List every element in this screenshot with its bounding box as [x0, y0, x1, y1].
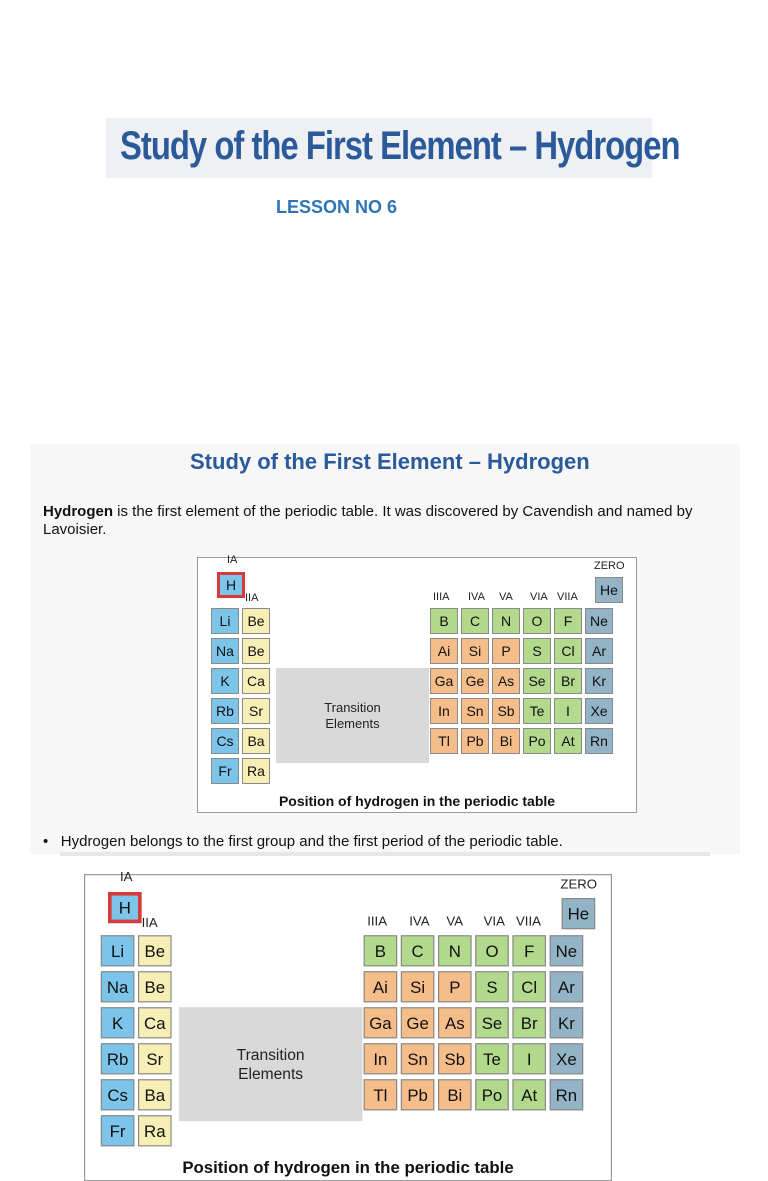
table-cell-na: Na	[211, 638, 239, 664]
cropped-text-line	[60, 852, 710, 856]
table-large-cell-at: At	[512, 1079, 546, 1110]
bullet-point	[43, 833, 563, 850]
table-large-cell-h: H	[108, 892, 142, 923]
intro-paragraph	[43, 503, 743, 539]
table-large-cell-na: Na	[101, 971, 135, 1002]
bullet-dot-icon: •	[43, 833, 61, 850]
table-large-cell-he: He	[562, 898, 596, 929]
table-group-ia-label: IA	[227, 554, 238, 566]
table-large-cell-kr: Kr	[550, 1007, 584, 1038]
table-group-iva-label: IVA	[468, 591, 485, 603]
table-cell-si: Si	[461, 638, 489, 664]
table-large-cell-ge: Ge	[401, 1007, 435, 1038]
table-large-transition-block	[179, 1007, 363, 1121]
intro-text: is the first element of the periodic table. It was discovered by Cavendish and named by Lavoisier.	[43, 503, 693, 538]
table-group-zero-label: ZERO	[594, 560, 625, 572]
table-cell-o: O	[523, 608, 551, 634]
table-large-group-iva-label: IVA	[409, 914, 430, 930]
table-large-cell-ra: Ra	[138, 1115, 172, 1146]
table-cell-xe: Xe	[585, 698, 613, 724]
table-transition-block	[276, 668, 429, 763]
table-cell-ar: Ar	[585, 638, 613, 664]
table-large-cell-fr: Fr	[101, 1115, 135, 1146]
table-large-cell-as: As	[438, 1007, 472, 1038]
table-group-iia-label: IIA	[245, 592, 259, 604]
table-cell-he: He	[595, 577, 623, 603]
table-large-cell-po: Po	[475, 1079, 509, 1110]
table-cell-ne: Ne	[585, 608, 613, 634]
table-large-group-va-label: VA	[446, 914, 464, 930]
table-large-cell-ba: Ba	[138, 1079, 172, 1110]
table-large-cell-si: Si	[401, 971, 435, 1002]
table-large-cell-be: Be	[138, 971, 172, 1002]
table-cell-cl: Cl	[554, 638, 582, 664]
table-cell-s: S	[523, 638, 551, 664]
table-large-cell-tl: Tl	[364, 1079, 398, 1110]
table-large-cell-c: C	[401, 935, 435, 966]
table-cell-rb: Rb	[211, 698, 239, 724]
table-cell-li: Li	[211, 608, 239, 634]
table-cell-c: C	[461, 608, 489, 634]
table-cell-fr: Fr	[211, 758, 239, 784]
table-cell-k: K	[211, 668, 239, 694]
table-group-viia-label: VIIA	[557, 591, 578, 603]
table-large-group-viia-label: VIIA	[516, 914, 541, 930]
table-cell-n: N	[492, 608, 520, 634]
table-large-cell-o: O	[475, 935, 509, 966]
table-large-cell-cl: Cl	[512, 971, 546, 1002]
table-cell-ai: Ai	[430, 638, 458, 664]
table-cell-h: H	[217, 572, 245, 598]
table-large-cell-se: Se	[475, 1007, 509, 1038]
table-large-group-ia-label: IA	[120, 870, 133, 885]
lesson-number: LESSON NO 6	[276, 197, 398, 217]
table-large-cell-ne: Ne	[550, 935, 584, 966]
table-cell-kr: Kr	[585, 668, 613, 694]
table-cell-rn: Rn	[585, 728, 613, 754]
table-large-cell-i: I	[512, 1043, 546, 1074]
table-cell-be: Be	[242, 608, 270, 634]
table-large-group-iiia-label: IIIA	[367, 914, 388, 930]
intro-bold-term: Hydrogen	[43, 503, 114, 520]
table-cell-ga: Ga	[430, 668, 458, 694]
table-group-va-label: VA	[499, 591, 513, 603]
table-large-cell-xe: Xe	[550, 1043, 584, 1074]
table-cell-as: As	[492, 668, 520, 694]
table-large-cell-p: P	[438, 971, 472, 1002]
table-large-cell-te: Te	[475, 1043, 509, 1074]
table-cell-in: In	[430, 698, 458, 724]
table-large-cell-ga: Ga	[364, 1007, 398, 1038]
table-large-cell-ca: Ca	[138, 1007, 172, 1038]
table-large-cell-sb: Sb	[438, 1043, 472, 1074]
table-cell-p: P	[492, 638, 520, 664]
bullet-text: Hydrogen belongs to the first group and the first period of the periodic table.	[60, 833, 563, 850]
table-group-iiia-label: IIIA	[433, 591, 450, 603]
table-large-cell-li: Li	[101, 935, 135, 966]
table-cell-sb: Sb	[492, 698, 520, 724]
table-cell-tl: Tl	[430, 728, 458, 754]
table-cell-br: Br	[554, 668, 582, 694]
table-large-cell-n: N	[438, 935, 472, 966]
table-cell-cs: Cs	[211, 728, 239, 754]
table-cell-b: B	[430, 608, 458, 634]
table-large-cell-rb: Rb	[101, 1043, 135, 1074]
table-large-cell-pb: Pb	[401, 1079, 435, 1110]
table-large-cell-s: S	[475, 971, 509, 1002]
table-cell-pb: Pb	[461, 728, 489, 754]
table-large-cell-bi: Bi	[438, 1079, 472, 1110]
table-large-cell-in: In	[364, 1043, 398, 1074]
table-cell-ge: Ge	[461, 668, 489, 694]
table-cell-sr: Sr	[242, 698, 270, 724]
table-cell-f: F	[554, 608, 582, 634]
table-cell-bi: Bi	[492, 728, 520, 754]
table-large-cell-rn: Rn	[550, 1079, 584, 1110]
table-caption: Position of hydrogen in the periodic table	[278, 793, 556, 809]
table-transition-label: Transition Elements	[324, 699, 381, 731]
table-cell-te: Te	[523, 698, 551, 724]
slide-2-title: Study of the First Element – Hydrogen	[190, 449, 590, 474]
slide-1-title: Study of the First Element – Hydrogen	[120, 124, 680, 168]
table-large-cell-b: B	[364, 935, 398, 966]
table-large-cell-ai: Ai	[364, 971, 398, 1002]
table-cell-po: Po	[523, 728, 551, 754]
table-large-group-iia-label: IIA	[141, 916, 158, 931]
table-cell-ca: Ca	[242, 668, 270, 694]
table-cell-be: Be	[242, 638, 270, 664]
table-large-transition-label: Transition Elements	[236, 1045, 305, 1083]
table-large-cell-ar: Ar	[550, 971, 584, 1002]
table-cell-i: I	[554, 698, 582, 724]
table-large-caption: Position of hydrogen in the periodic table	[182, 1157, 514, 1177]
table-cell-ra: Ra	[242, 758, 270, 784]
table-large-cell-be: Be	[138, 935, 172, 966]
table-large-group-zero-label: ZERO	[560, 877, 598, 892]
table-cell-se: Se	[523, 668, 551, 694]
slide-1-title-banner	[106, 118, 680, 178]
table-large-cell-k: K	[101, 1007, 135, 1038]
table-large-cell-sr: Sr	[138, 1043, 172, 1074]
table-cell-at: At	[554, 728, 582, 754]
table-group-via-label: VIA	[530, 591, 548, 603]
table-cell-ba: Ba	[242, 728, 270, 754]
table-large-cell-sn: Sn	[401, 1043, 435, 1074]
table-cell-sn: Sn	[461, 698, 489, 724]
table-large-cell-f: F	[512, 935, 546, 966]
table-large-cell-cs: Cs	[101, 1079, 135, 1110]
table-large-group-via-label: VIA	[483, 914, 505, 930]
table-large-cell-br: Br	[512, 1007, 546, 1038]
